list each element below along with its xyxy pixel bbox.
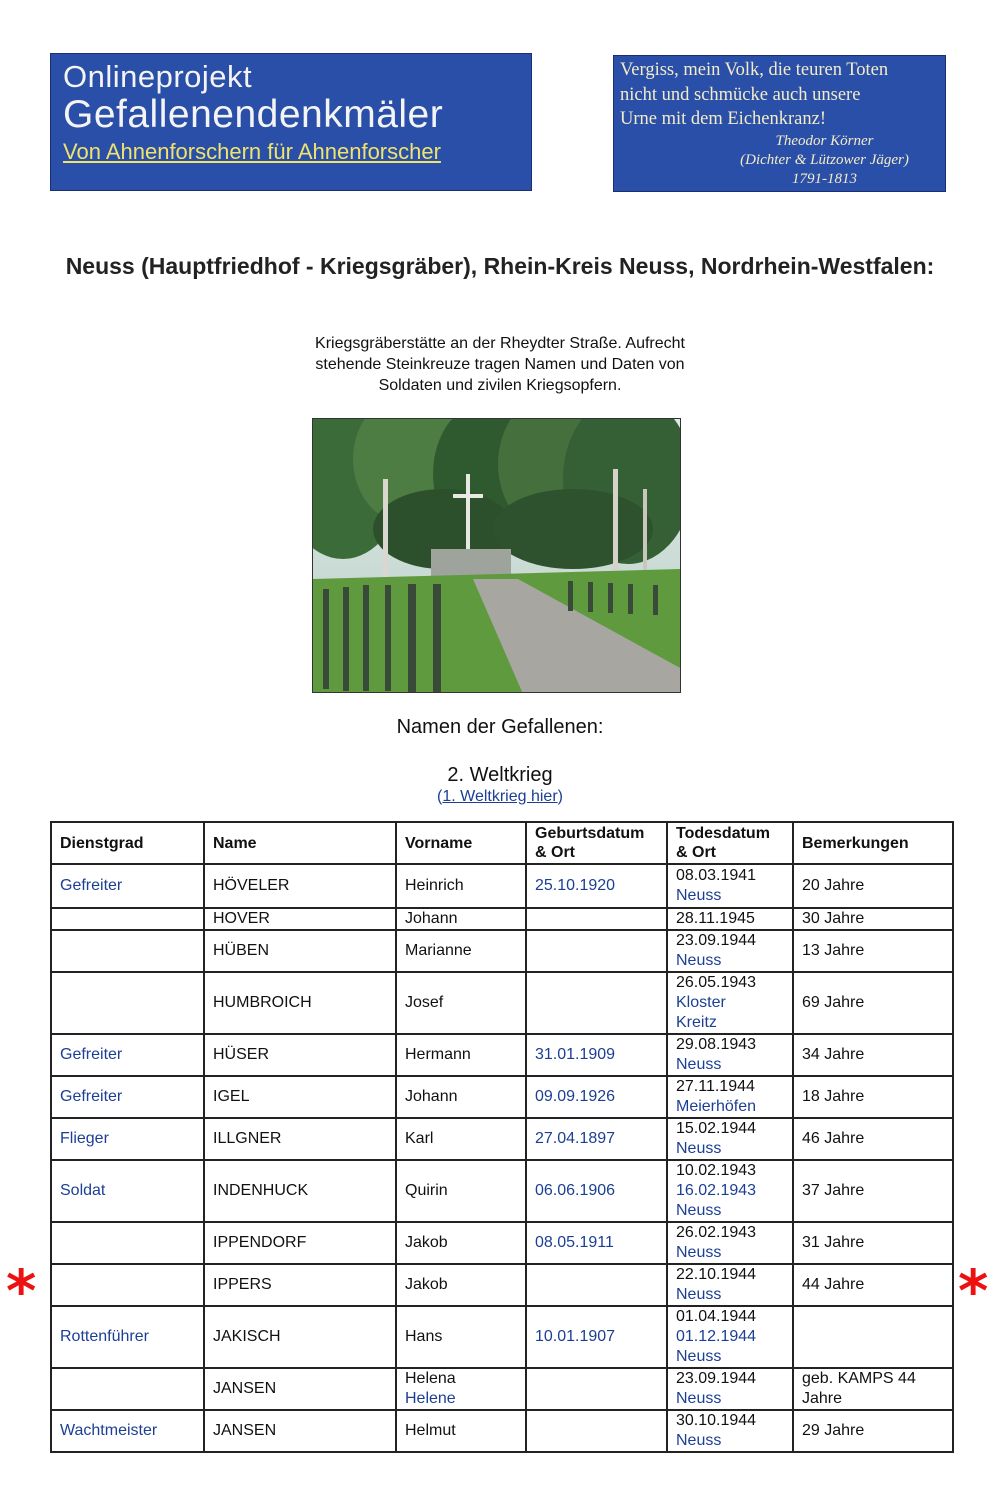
todesdatum-line: 16.02.1943 bbox=[676, 1182, 757, 1199]
vorname-line: Helena bbox=[405, 1370, 456, 1387]
table-row bbox=[51, 1410, 953, 1452]
table-row bbox=[51, 864, 953, 908]
cell-bemerkungen bbox=[793, 1306, 953, 1368]
cell-bemerkungen: 69 Jahre bbox=[793, 972, 953, 1034]
cell-todesdatum bbox=[667, 930, 793, 972]
table-row bbox=[51, 972, 953, 1034]
table-row bbox=[51, 1076, 953, 1118]
table-row bbox=[51, 908, 953, 930]
ww1-link[interactable]: 1. Weltkrieg hier bbox=[442, 788, 558, 805]
header-geburtsdatum: Geburtsdatum & Ort bbox=[526, 822, 667, 864]
cell-name: HÖVELER bbox=[204, 864, 396, 908]
vorname-line: Josef bbox=[405, 994, 444, 1011]
todesdatum-line: Neuss bbox=[676, 952, 722, 969]
cell-vorname bbox=[396, 1118, 526, 1160]
header-bemerkungen: Bemerkungen bbox=[793, 822, 953, 864]
todesdatum-line: 23.09.1944 bbox=[676, 932, 757, 949]
vorname-line: Hermann bbox=[405, 1046, 471, 1063]
cell-dienstgrad bbox=[51, 1368, 204, 1410]
cell-geburtsdatum bbox=[526, 972, 667, 1034]
cell-dienstgrad: Wachtmeister bbox=[51, 1410, 204, 1452]
cell-name: IPPERS bbox=[204, 1264, 396, 1306]
todesdatum-line: 27.11.1944 bbox=[676, 1078, 755, 1095]
header-dienstgrad: Dienstgrad bbox=[51, 822, 204, 864]
todesdatum-line: Neuss bbox=[676, 1348, 722, 1365]
cell-todesdatum bbox=[667, 908, 793, 930]
cell-todesdatum bbox=[667, 1264, 793, 1306]
cell-todesdatum bbox=[667, 1222, 793, 1264]
vorname-line: Johann bbox=[405, 1088, 458, 1105]
table-row bbox=[51, 1264, 953, 1306]
cell-name: ILLGNER bbox=[204, 1118, 396, 1160]
quote-line: Vergiss, mein Volk, die teuren Toten bbox=[620, 60, 889, 80]
cell-geburtsdatum: 27.04.1897 bbox=[526, 1118, 667, 1160]
table-row bbox=[51, 1306, 953, 1368]
cell-vorname bbox=[396, 1264, 526, 1306]
war-heading: 2. Weltkrieg bbox=[447, 764, 553, 786]
cell-name: JAKISCH bbox=[204, 1306, 396, 1368]
cell-vorname bbox=[396, 972, 526, 1034]
todesdatum-line: 08.03.1941 bbox=[676, 867, 757, 884]
ww1-link-line bbox=[300, 788, 700, 806]
table-header-row bbox=[51, 822, 953, 864]
cemetery-photo bbox=[312, 418, 681, 693]
quote-author-desc: (Dichter & Lützower Jäger) bbox=[740, 151, 909, 168]
cemetery-photo-image bbox=[313, 419, 681, 693]
todesdatum-line: Neuss bbox=[676, 887, 722, 904]
cell-dienstgrad: Gefreiter bbox=[51, 1034, 204, 1076]
table-row bbox=[51, 1222, 953, 1264]
cell-todesdatum bbox=[667, 1410, 793, 1452]
cell-todesdatum bbox=[667, 1306, 793, 1368]
cell-name: HÜBEN bbox=[204, 930, 396, 972]
table-row bbox=[51, 1118, 953, 1160]
todesdatum-line: Neuss bbox=[676, 1056, 722, 1073]
cell-dienstgrad: Gefreiter bbox=[51, 1076, 204, 1118]
todesdatum-line: 01.04.1944 bbox=[676, 1308, 757, 1325]
todesdatum-line: 29.08.1943 bbox=[676, 1036, 757, 1053]
todesdatum-line: Kreitz bbox=[676, 1014, 717, 1031]
todesdatum-line: Neuss bbox=[676, 1432, 722, 1449]
cell-todesdatum bbox=[667, 1160, 793, 1222]
cell-geburtsdatum bbox=[526, 1264, 667, 1306]
names-heading: Namen der Gefallenen: bbox=[396, 716, 604, 738]
vorname-line: Jakob bbox=[405, 1276, 448, 1293]
todesdatum-line: 30.10.1944 bbox=[676, 1412, 757, 1429]
cell-vorname bbox=[396, 930, 526, 972]
todesdatum-line: 26.05.1943 bbox=[676, 974, 757, 991]
red-asterisk-marker-right: * bbox=[958, 1257, 989, 1325]
cell-bemerkungen: 18 Jahre bbox=[793, 1076, 953, 1118]
quote-banner bbox=[613, 55, 946, 192]
link-paren-close: ) bbox=[557, 788, 563, 805]
cell-name: JANSEN bbox=[204, 1368, 396, 1410]
vorname-line: Marianne bbox=[405, 942, 472, 959]
cell-vorname bbox=[396, 1306, 526, 1368]
cell-vorname bbox=[396, 1222, 526, 1264]
todesdatum-line: Neuss bbox=[676, 1244, 722, 1261]
cell-vorname bbox=[396, 1410, 526, 1452]
todesdatum-line: Neuss bbox=[676, 1202, 722, 1219]
quote-author-years: 1791-1813 bbox=[792, 170, 857, 187]
header-vorname: Vorname bbox=[396, 822, 526, 864]
cell-todesdatum bbox=[667, 864, 793, 908]
vorname-line: Hans bbox=[405, 1328, 443, 1345]
cell-dienstgrad bbox=[51, 1222, 204, 1264]
todesdatum-line: Meierhöfen bbox=[676, 1098, 757, 1115]
project-banner bbox=[50, 53, 532, 191]
cell-geburtsdatum: 06.06.1906 bbox=[526, 1160, 667, 1222]
cell-vorname bbox=[396, 864, 526, 908]
cell-dienstgrad bbox=[51, 908, 204, 930]
todesdatum-line: 28.11.1945 bbox=[676, 910, 755, 927]
cell-vorname bbox=[396, 1076, 526, 1118]
cell-vorname bbox=[396, 1368, 526, 1410]
todesdatum-line: Neuss bbox=[676, 1140, 722, 1157]
quote-author: Theodor Körner bbox=[775, 132, 874, 149]
banner-line-2: Gefallenendenkmäler bbox=[63, 93, 444, 136]
vorname-line: Johann bbox=[405, 910, 458, 927]
red-asterisk-marker-left: * bbox=[6, 1257, 37, 1325]
cell-geburtsdatum bbox=[526, 930, 667, 972]
cell-geburtsdatum bbox=[526, 1368, 667, 1410]
todesdatum-line: Kloster bbox=[676, 994, 726, 1011]
page-title: Neuss (Hauptfriedhof - Kriegsgräber), Rhein-Kreis Neuss, Nordrhein-Westfalen: bbox=[65, 253, 935, 279]
cell-dienstgrad: Flieger bbox=[51, 1118, 204, 1160]
link-paren-open: ( bbox=[437, 788, 443, 805]
banner-line-3: Von Ahnenforschern für Ahnenforscher bbox=[63, 139, 441, 164]
cell-bemerkungen: 13 Jahre bbox=[793, 930, 953, 972]
cell-dienstgrad bbox=[51, 930, 204, 972]
cell-geburtsdatum bbox=[526, 908, 667, 930]
cell-bemerkungen: geb. KAMPS 44 Jahre bbox=[793, 1368, 953, 1410]
cell-bemerkungen: 20 Jahre bbox=[793, 864, 953, 908]
vorname-line: Helmut bbox=[405, 1422, 456, 1439]
cell-todesdatum bbox=[667, 1034, 793, 1076]
cell-bemerkungen: 34 Jahre bbox=[793, 1034, 953, 1076]
cell-vorname bbox=[396, 908, 526, 930]
vorname-line: Heinrich bbox=[405, 877, 464, 894]
todesdatum-line: Neuss bbox=[676, 1390, 722, 1407]
cell-dienstgrad bbox=[51, 972, 204, 1034]
cell-geburtsdatum: 09.09.1926 bbox=[526, 1076, 667, 1118]
cell-dienstgrad: Rottenführer bbox=[51, 1306, 204, 1368]
cell-bemerkungen: 29 Jahre bbox=[793, 1410, 953, 1452]
cell-bemerkungen: 46 Jahre bbox=[793, 1118, 953, 1160]
cell-geburtsdatum: 08.05.1911 bbox=[526, 1222, 667, 1264]
cell-todesdatum bbox=[667, 1076, 793, 1118]
cell-bemerkungen: 30 Jahre bbox=[793, 908, 953, 930]
cell-bemerkungen: 31 Jahre bbox=[793, 1222, 953, 1264]
table-row bbox=[51, 1368, 953, 1410]
vorname-line: Quirin bbox=[405, 1182, 448, 1199]
todesdatum-line: 23.09.1944 bbox=[676, 1370, 757, 1387]
cell-todesdatum bbox=[667, 1368, 793, 1410]
todesdatum-line: Neuss bbox=[676, 1286, 722, 1303]
todesdatum-line: 10.02.1943 bbox=[676, 1162, 757, 1179]
cell-name: IGEL bbox=[204, 1076, 396, 1118]
cell-dienstgrad: Soldat bbox=[51, 1160, 204, 1222]
cell-vorname bbox=[396, 1160, 526, 1222]
cell-name: JANSEN bbox=[204, 1410, 396, 1452]
table-row bbox=[51, 930, 953, 972]
cell-geburtsdatum bbox=[526, 1410, 667, 1452]
description-line: stehende Steinkreuze tragen Namen und Daten von bbox=[315, 356, 685, 373]
vorname-line: Jakob bbox=[405, 1234, 448, 1251]
banner-line-1: Onlineprojekt bbox=[63, 59, 253, 94]
quote-line: Urne mit dem Eichenkranz! bbox=[620, 109, 826, 129]
cell-todesdatum bbox=[667, 972, 793, 1034]
todesdatum-line: 22.10.1944 bbox=[676, 1266, 757, 1283]
cell-dienstgrad: Gefreiter bbox=[51, 864, 204, 908]
table-row bbox=[51, 1160, 953, 1222]
table-row bbox=[51, 1034, 953, 1076]
description-line: Kriegsgräberstätte an der Rheydter Straße. Aufrecht bbox=[315, 335, 685, 352]
header-name: Name bbox=[204, 822, 396, 864]
cell-bemerkungen: 37 Jahre bbox=[793, 1160, 953, 1222]
cell-name: IPPENDORF bbox=[204, 1222, 396, 1264]
cell-vorname bbox=[396, 1034, 526, 1076]
cell-geburtsdatum: 31.01.1909 bbox=[526, 1034, 667, 1076]
header-todesdatum: Todesdatum & Ort bbox=[667, 822, 793, 864]
cell-name: HOVER bbox=[204, 908, 396, 930]
todesdatum-line: 26.02.1943 bbox=[676, 1224, 757, 1241]
cell-bemerkungen: 44 Jahre bbox=[793, 1264, 953, 1306]
cell-name: INDENHUCK bbox=[204, 1160, 396, 1222]
cell-todesdatum bbox=[667, 1118, 793, 1160]
quote-line: nicht und schmücke auch unsere bbox=[620, 84, 861, 105]
todesdatum-line: 01.12.1944 bbox=[676, 1328, 757, 1345]
vorname-line: Helene bbox=[405, 1390, 456, 1407]
todesdatum-line: 15.02.1944 bbox=[676, 1120, 757, 1137]
cell-name: HUMBROICH bbox=[204, 972, 396, 1034]
fallen-table bbox=[50, 821, 954, 1453]
cell-geburtsdatum: 25.10.1920 bbox=[526, 864, 667, 908]
description-line: Soldaten und zivilen Kriegsopfern. bbox=[378, 377, 622, 394]
vorname-line: Karl bbox=[405, 1130, 434, 1147]
cell-dienstgrad bbox=[51, 1264, 204, 1306]
cell-geburtsdatum: 10.01.1907 bbox=[526, 1306, 667, 1368]
cell-name: HÜSER bbox=[204, 1034, 396, 1076]
page-description bbox=[250, 333, 750, 396]
